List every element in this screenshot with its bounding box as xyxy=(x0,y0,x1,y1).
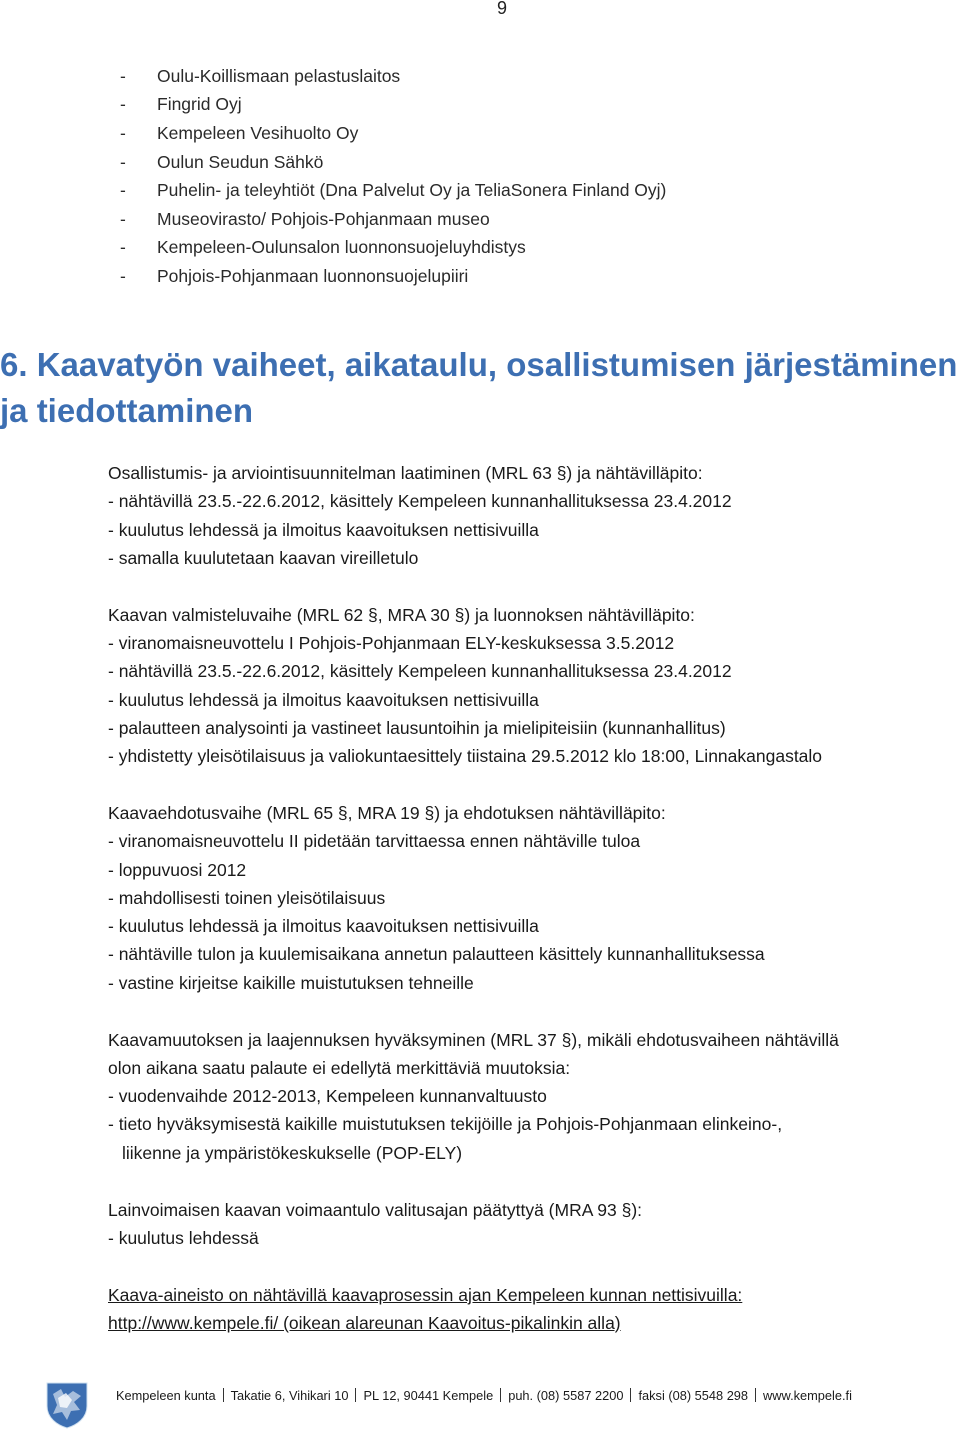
divider xyxy=(223,1388,224,1402)
list-item: - nähtäville tulon ja kuulemisaikana annetun palautteen käsittely kunnanhallituksessa xyxy=(108,944,765,965)
list-item: - vuodenvaihde 2012-2013, Kempeleen kunnanvaltuusto xyxy=(108,1086,547,1107)
list-item xyxy=(120,234,666,263)
list-dash: - xyxy=(120,180,126,201)
section-heading xyxy=(0,342,957,434)
list-item-text: Fingrid Oyj xyxy=(157,94,242,115)
organization-list xyxy=(120,62,666,291)
spacer xyxy=(108,1252,958,1281)
footer-website-link[interactable]: www.kempele.fi xyxy=(763,1388,852,1403)
list-item-text: Oulun Seudun Sähkö xyxy=(157,151,324,172)
list-dash: - xyxy=(120,151,126,172)
list-item: - nähtävillä 23.5.-22.6.2012, käsittely Kempeleen kunnanhallituksessa 23.4.2012 xyxy=(108,491,732,512)
subsection-title: Kaavaehdotusvaihe (MRL 65 §, MRA 19 §) ja ehdotuksen nähtävilläpito: xyxy=(108,802,666,823)
list-item xyxy=(120,119,666,148)
list-item xyxy=(120,262,666,291)
list-item-text: Kempeleen-Oulunsalon luonnonsuojeluyhdistys xyxy=(157,237,526,258)
list-item-text: Oulu-Koillismaan pelastuslaitos xyxy=(157,65,401,86)
list-item: - kuulutus lehdessä ja ilmoitus kaavoituksen nettisivuilla xyxy=(108,916,539,937)
list-item-text: Puhelin- ja teleyhtiöt (Dna Palvelut Oy ja TeliaSonera Finland Oyj) xyxy=(157,180,667,201)
list-item: - samalla kuulutetaan kaavan vireilletulo xyxy=(108,547,419,568)
subsection-title: Kaavamuutoksen ja laajennuksen hyväksyminen (MRL 37 §), mikäli ehdotusvaiheen nähtävillä xyxy=(108,1029,839,1050)
list-dash: - xyxy=(120,208,126,229)
list-item xyxy=(120,91,666,120)
list-item: - kuulutus lehdessä ja ilmoitus kaavoituksen nettisivuilla xyxy=(108,689,539,710)
list-item xyxy=(120,148,666,177)
list-item: - yhdistetty yleisötilaisuus ja valiokuntaesittely tiistaina 29.5.2012 klo 18:00, Linnakangastalo xyxy=(108,746,823,767)
spacer xyxy=(108,770,958,799)
divider xyxy=(355,1388,356,1402)
footer-contact xyxy=(116,1388,852,1403)
list-item: - viranomaisneuvottelu I Pohjois-Pohjanmaan ELY-keskuksessa 3.5.2012 xyxy=(108,632,675,653)
section-body xyxy=(108,459,958,1337)
list-dash: - xyxy=(120,265,126,286)
spacer xyxy=(108,572,958,601)
website-link[interactable]: http://www.kempele.fi/ (oikean alareunan Kaavoitus-pikalinkin alla) xyxy=(108,1312,621,1333)
divider xyxy=(630,1388,631,1402)
list-item: - mahdollisesti toinen yleisötilaisuus xyxy=(108,887,386,908)
subsection-title: Lainvoimaisen kaavan voimaantulo valitusajan päätyttyä (MRA 93 §): xyxy=(108,1199,643,1220)
section-heading-line: 6. Kaavatyön vaiheet, aikataulu, osallistumisen järjestäminen xyxy=(0,346,958,383)
list-item-continued: liikenne ja ympäristökeskukselle (POP-ELY) xyxy=(122,1142,463,1163)
divider xyxy=(500,1388,501,1402)
footer-fax: faksi (08) 5548 298 xyxy=(638,1388,749,1403)
page-footer xyxy=(0,1366,960,1433)
list-dash: - xyxy=(120,65,126,86)
list-item-text: Museovirasto/ Pohjois-Pohjanmaan museo xyxy=(157,208,490,229)
list-item: - viranomaisneuvottelu II pidetään tarvittaessa ennen nähtäville tuloa xyxy=(108,831,641,852)
kempele-coat-of-arms-icon xyxy=(44,1380,90,1435)
list-item: - kuulutus lehdessä ja ilmoitus kaavoituksen nettisivuilla xyxy=(108,519,539,540)
list-item: - kuulutus lehdessä xyxy=(108,1227,259,1248)
section-heading-line: ja tiedottaminen xyxy=(0,392,254,429)
list-item-text: Pohjois-Pohjanmaan luonnonsuojelupiiri xyxy=(157,265,469,286)
footer-address: Takatie 6, Vihikari 10 xyxy=(230,1388,349,1403)
list-dash: - xyxy=(120,237,126,258)
list-item xyxy=(120,62,666,91)
web-notice-text: Kaava-aineisto on nähtävillä kaavaprosessin ajan Kempeleen kunnan nettisivuilla: xyxy=(108,1284,743,1305)
list-item xyxy=(120,176,666,205)
list-item: - palautteen analysointi ja vastineet lausuntoihin ja mielipiteisiin (kunnanhallitus) xyxy=(108,717,726,738)
subsection-title-continued: olon aikana saatu palaute ei edellytä merkittäviä muutoksia: xyxy=(108,1057,571,1078)
subsection-title: Osallistumis- ja arviointisuunnitelman laatiminen (MRL 63 §) ja nähtävilläpito: xyxy=(108,463,703,483)
footer-pobox: PL 12, 90441 Kempele xyxy=(363,1388,494,1403)
list-dash: - xyxy=(120,122,126,143)
footer-org: Kempeleen kunta xyxy=(116,1388,216,1403)
list-item: - tieto hyväksymisestä kaikille muistutuksen tekijöille ja Pohjois-Pohjanmaan elinkeino-, xyxy=(108,1114,783,1135)
spacer xyxy=(108,997,958,1026)
list-item: - nähtävillä 23.5.-22.6.2012, käsittely Kempeleen kunnanhallituksessa 23.4.2012 xyxy=(108,661,732,682)
list-item: - loppuvuosi 2012 xyxy=(108,859,247,880)
subsection-title: Kaavan valmisteluvaihe (MRL 62 §, MRA 30 §) ja luonnoksen nähtävilläpito: xyxy=(108,604,695,625)
list-item xyxy=(120,205,666,234)
divider xyxy=(755,1388,756,1402)
footer-phone: puh. (08) 5587 2200 xyxy=(508,1388,624,1403)
list-item-text: Kempeleen Vesihuolto Oy xyxy=(157,122,359,143)
page-number: 9 xyxy=(497,0,508,18)
spacer xyxy=(108,1167,958,1196)
list-item: - vastine kirjeitse kaikille muistutuksen tehneille xyxy=(108,972,474,993)
list-dash: - xyxy=(120,94,126,115)
